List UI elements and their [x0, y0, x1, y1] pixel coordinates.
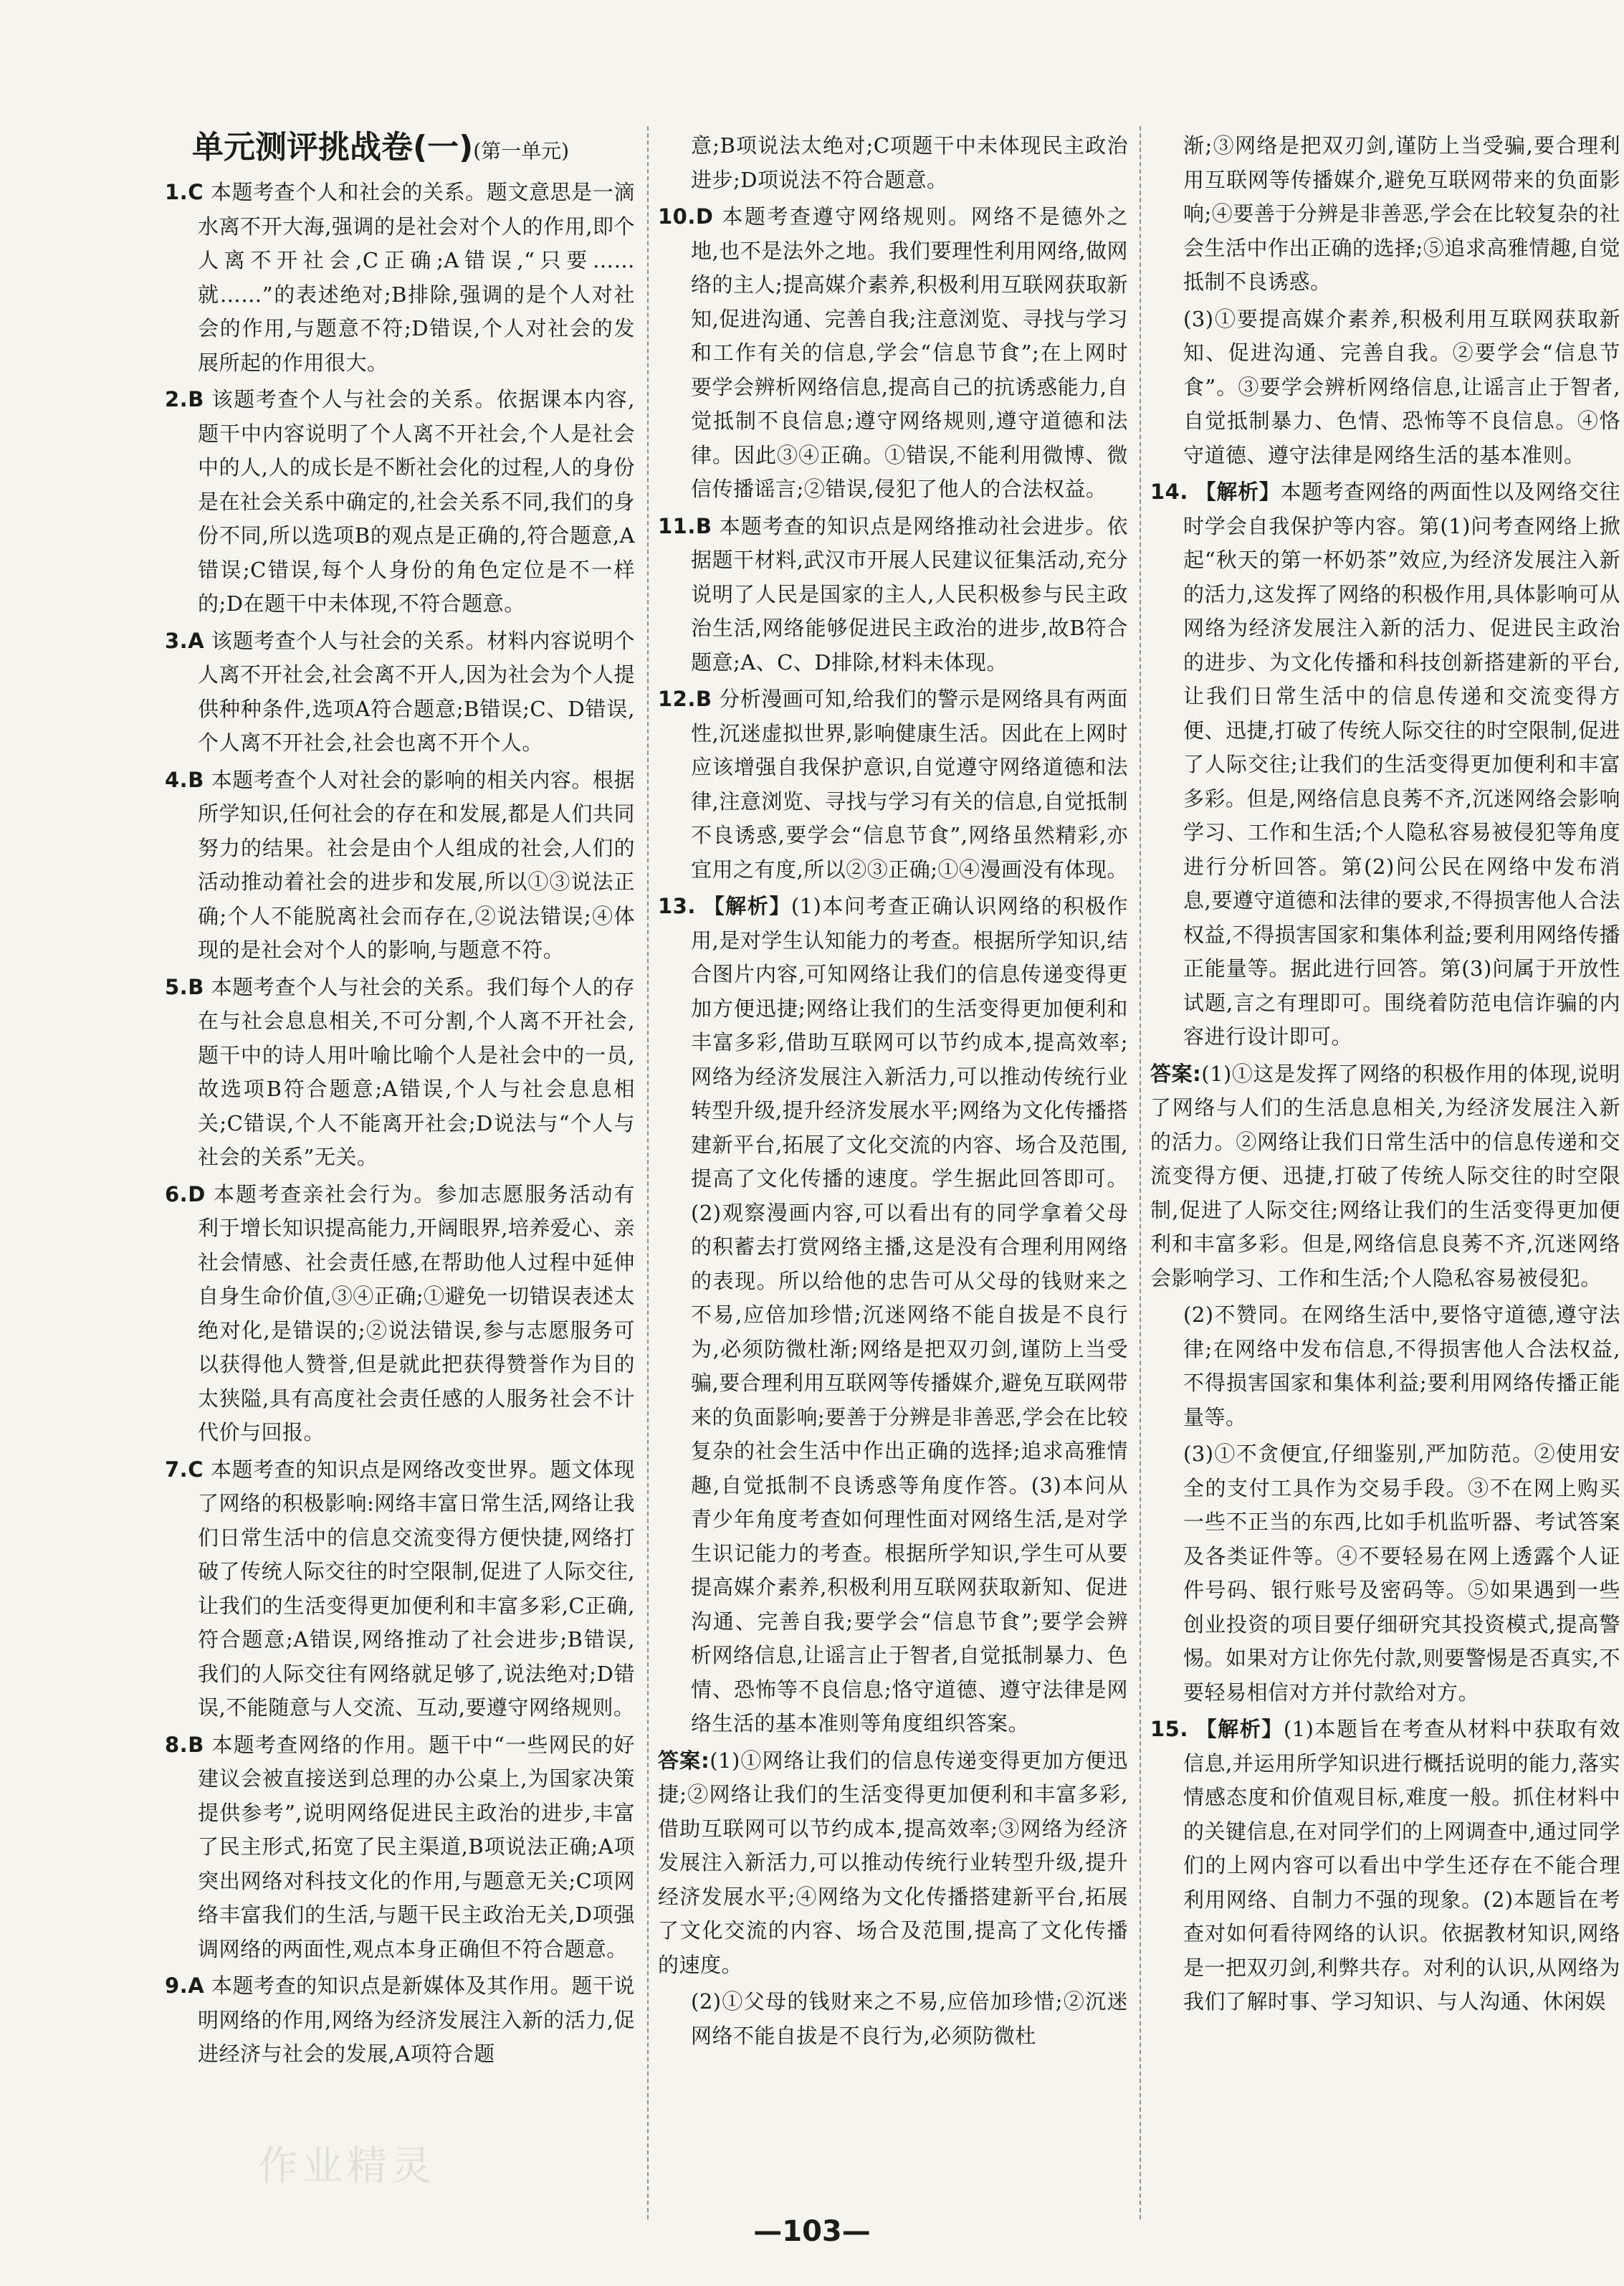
column-divider: [647, 126, 649, 2219]
question-number: 3.A: [165, 628, 205, 653]
answer-paragraph: [658, 510, 1128, 680]
answer-paragraph: [658, 1985, 1128, 2053]
answer-paragraph: [658, 890, 1128, 1741]
answer-paragraph: [1150, 303, 1620, 473]
answer-paragraph: [165, 1728, 635, 1967]
answer-paragraph: [165, 1969, 635, 2072]
answer-text: (1)本题旨在考查从材料中获取有效信息,并运用所学知识进行概括说明的能力,落实情感态度和价值观目标,难度一般。抓住材料中的关键信息,在对同学们的上网调查中,通过同学们的上网内容可以看出中学生还存在不能合理利用网络、自制力不强的现象。(2)本题旨在考查对如何看待网络的认识。依据教材知识,网络是一把双刃剑,利弊共存。对利的认识,从网络为我们了解时事、学习知识、与人沟通、休闲娱: [1183, 1717, 1620, 2014]
question-number: 11.B: [658, 513, 712, 538]
answer-text: 本题考查的知识点是网络改变世界。题文体现了网络的积极影响:网络丰富日常生活,网络让我们日常生活中的信息交流变得方便快捷,网络打破了传统人际交往的时空限制,促进了人际交往,让我们的生活变得更加便利和丰富多彩,C正确,符合题意;A错误,网络推动了社会进步;B错误,我们的人际交往有网络就足够了,说法绝对;D错误,不能随意与人交流、互动,要遵守网络规则。: [198, 1457, 635, 1720]
answer-paragraph: [1150, 1057, 1620, 1296]
answer-text: 本题考查网络的两面性以及网络交往时学会自我保护等内容。第(1)问考查网络上掀起“秋天的第一杯奶茶”效应,为经济发展注入新的活力,这发挥了网络的积极作用,具体影响可从网络为经济发展注入新的活力、促进民主政治的进步、为文化传播和科技创新搭建新的平台,让我们日常生活中的信息传递和交流变得方便、迅捷,打破了传统人际交往的时空限制,促进了人际交往;让我们的生活变得更加便利和丰富多彩。但是,网络信息良莠不齐,沉迷网络会影响学习、工作和生活;个人隐私容易被侵犯等角度进行分析回答。第(2)问公民在网络中发布消息,要遵守道德和法律的要求,不得损害他人合法权益,不得损害国家和集体利益;要利用网络传播正能量等。据此进行回答。第(3)问属于开放性试题,言之有理即可。围绕着防范电信诈骗的内容进行设计即可。: [1183, 480, 1620, 1049]
answer-paragraph: [658, 200, 1128, 507]
answer-paragraph: [165, 763, 635, 968]
question-number: 14.: [1150, 480, 1188, 504]
answer-text: (1)本问考查正确认识网络的积极作用,是对学生认知能力的考查。根据所学知识,结合图片内容,可知网络让我们的信息传递变得更加方便迅捷;网络让我们的生活变得更加便利和丰富多彩,借助互联网可以节约成本,提高效率;网络为经济发展注入新活力,可以推动传统行业转型升级,提升经济发展水平;网络为文化传播搭建新平台,拓展了文化交流的内容、场合及范围,提高了文化传播的速度。学生据此回答即可。(2)观察漫画内容,可以看出有的同学拿着父母的积蓄去打赏网络主播,这是没有合理利用网络的表现。所以给他的忠告可从父母的钱财来之不易,应倍加珍惜;沉迷网络不能自拔是不良行为,必须防微杜渐;网络是把双刃剑,谨防上当受骗,要合理利用互联网等传播媒介,避免互联网带来的负面影响;要善于分辨是非善恶,学会在比较复杂的社会生活中作出正确的选择;追求高雅情趣,自觉抵制不良诱惑等角度作答。(3)本问从青少年角度考查如何理性面对网络生活,是对学生识记能力的考查。根据所学知识,学生可从要提高媒介素养,积极利用互联网获取新知、促进沟通、完善自我;要学会“信息节食”;要学会辨析网络信息,让谣言止于智者,自觉抵制暴力、色情、恐怖等不良信息;恪守道德、遵守法律是网络生活的基本准则等角度组织答案。: [691, 894, 1128, 1735]
answer-text: 本题考查亲社会行为。参加志愿服务活动有利于增长知识提高能力,开阔眼界,培养爱心、亲社会情感、社会责任感,在帮助他人过程中延伸自身生命价值,③④正确;①避免一切错误表述太绝对化,是错误的;②说法错误,参与志愿服务可以获得他人赞誉,但是就此把获得赞誉作为目的太狭隘,具有高度社会责任感的人服务社会不计代价与回报。: [198, 1181, 635, 1444]
question-number: 6.D: [165, 1181, 206, 1206]
answer-paragraph: [1150, 1298, 1620, 1434]
column-divider: [1140, 126, 1141, 2219]
answer-paragraph: [1150, 129, 1620, 300]
answer-column-3: [1150, 129, 1620, 2022]
answer-tag: 答案:: [658, 1748, 710, 1773]
answer-paragraph: [1150, 475, 1620, 1054]
watermark: 作业精灵: [258, 2143, 436, 2190]
answer-text: 本题考查个人和社会的关系。题文意思是一滴水离不开大海,强调的是社会对个人的作用,即个人离不开社会,C正确;A错误,“只要……就……”的表述绝对;B排除,强调的是个人对社会的作用,与题意不符;D错误,个人对社会的发展所起的作用很大。: [198, 180, 635, 375]
question-number: 12.B: [658, 687, 712, 711]
answer-column-2: [658, 129, 1128, 2056]
question-number: 9.A: [165, 1973, 205, 1998]
answer-text: (2)①父母的钱财来之不易,应倍加珍惜;②沉迷网络不能自拔是不良行为,必须防微杜: [691, 1989, 1128, 2048]
question-number: 10.D: [658, 204, 714, 229]
question-number: 7.C: [165, 1457, 204, 1482]
answer-paragraph: [165, 176, 635, 380]
answer-text: 本题考查遵守网络规则。网络不是德外之地,也不是法外之地。我们要理性利用网络,做网络的主人;提高媒介素养,积极利用互联网获取新知,促进沟通、完善自我;注意浏览、寻找与学习和工作有关的信息,学会“信息节食”;在上网时要学会辨析网络信息,提高自己的抗诱惑能力,自觉抵制不良信息;遵守网络规则,遵守道德和法律。因此③④正确。①错误,不能利用微博、微信传播谣言;②错误,侵犯了他人的合法权益。: [691, 204, 1128, 501]
answer-text: (3)①要提高媒介素养,积极利用互联网获取新知、促进沟通、完善自我。②要学会“信息节食”。③要学会辨析网络信息,让谣言止于智者,自觉抵制暴力、色情、恐怖等不良信息。④恪守道德、遵守法律是网络生活的基本准则。: [1183, 306, 1620, 467]
answer-paragraph: [165, 624, 635, 761]
answer-text: 本题考查网络的作用。题干中“一些网民的好建议会被直接送到总理的办公桌上,为国家决策提供参考”,说明网络促进民主政治的进步,丰富了民主形式,拓宽了民主渠道,B项说法正确;A项突出网络对科技文化的作用,与题意无关;C项网络丰富我们的生活,与题干民主政治无关,D项强调网络的两面性,观点本身正确但不符合题意。: [198, 1732, 636, 1961]
answer-paragraph: [165, 971, 635, 1175]
page-subtitle: (第一单元): [473, 139, 570, 163]
page-number: —103—: [753, 2215, 871, 2248]
question-number: 15.: [1150, 1717, 1188, 1741]
answer-paragraph: [658, 682, 1128, 887]
question-number: 2.B: [165, 387, 204, 411]
answer-tag: 答案:: [1150, 1061, 1202, 1086]
question-number: 4.B: [165, 767, 204, 792]
answer-text: (2)不赞同。在网络生活中,要恪守道德,遵守法律;在网络中发布信息,不得损害他人合法权益,不得损害国家和集体利益;要利用网络传播正能量等。: [1183, 1302, 1620, 1429]
answer-text: (1)①这是发挥了网络的积极作用的体现,说明了网络与人们的生活息息相关,为经济发展注入新的活力。②网络让我们日常生活中的信息传递和交流变得方便、迅捷,打破了传统人际交往的时空限制,促进了人际交往;网络让我们的生活变得更加便利和丰富多彩。但是,网络信息良莠不齐,沉迷网络会影响学习、工作和生活;个人隐私容易被侵犯。: [1150, 1061, 1620, 1290]
answer-text: 该题考查个人与社会的关系。材料内容说明个人离不开社会,社会离不开人,因为社会为个人提供种种条件,选项A符合题意;B错误;C、D错误,个人离不开社会,社会也离不开个人。: [198, 628, 635, 755]
answer-text: 分析漫画可知,给我们的警示是网络具有两面性,沉迷虚拟世界,影响健康生活。因此在上网时应该增强自我保护意识,自觉遵守网络道德和法律,注意浏览、寻找与学习有关的信息,自觉抵制不良诱惑,要学会“信息节食”,网络虽然精彩,亦宜用之有度,所以②③正确;①④漫画没有体现。: [691, 687, 1128, 882]
answer-tag: 【解析】: [1195, 1717, 1284, 1741]
answer-paragraph: [165, 383, 635, 621]
answer-text: 本题考查的知识点是网络推动社会进步。依据题干材料,武汉市开展人民建议征集活动,充分说明了人民是国家的主人,人民积极参与民主政治生活,网络能够促进民主政治的进步,故B符合题意;A、C、D排除,材料未体现。: [691, 513, 1128, 675]
answer-paragraph: [1150, 1437, 1620, 1710]
answer-text: 本题考查个人对社会的影响的相关内容。根据所学知识,任何社会的存在和发展,都是人们共同努力的结果。社会是由个人组成的社会,人们的活动推动着社会的进步和发展,所以①③说法正确;个人不能脱离社会而存在,②说法错误;④体现的是社会对个人的影响,与题意不符。: [198, 767, 635, 962]
question-number: 5.B: [165, 974, 204, 999]
answer-column-1: [165, 176, 635, 2075]
answer-text: 渐;③网络是把双刃剑,谨防上当受骗,要合理利用互联网等传播媒介,避免互联网带来的负面影响;④要善于分辨是非善恶,学会在比较复杂的社会生活中作出正确的选择;⑤追求高雅情趣,自觉抵制不良诱惑。: [1183, 133, 1620, 294]
answer-tag: 【解析】: [1195, 480, 1281, 504]
answer-paragraph: [165, 1453, 635, 1725]
answer-text: (3)①不贪便宜,仔细鉴别,严加防范。②使用安全的支付工具作为交易手段。③不在网上购买一些不正当的东西,比如手机监听器、考试答案及各类证件等。④不要轻易在网上透露个人证件号码、银行账号及密码等。⑤如果遇到一些创业投资的项目要仔细研究其投资模式,提高警惕。如果对方让你先付款,则要警惕是否真实,不要轻易相信对方并付款给对方。: [1183, 1442, 1620, 1705]
answer-text: 本题考查的知识点是新媒体及其作用。题干说明网络的作用,网络为经济发展注入新的活力,促进经济与社会的发展,A项符合题: [198, 1973, 635, 2066]
answer-paragraph: [165, 1178, 635, 1450]
question-number: 1.C: [165, 180, 204, 204]
answer-text: 该题考查个人与社会的关系。依据课本内容,题干中内容说明了个人离不开社会,个人是社会中的人,人的成长是不断社会化的过程,人的身份是在社会关系中确定的,社会关系不同,我们的身份不同,所以选项B的观点是正确的,符合题意,A错误;C错误,每个人身份的角色定位是不一样的;D在题干中未体现,不符合题意。: [198, 387, 635, 616]
question-number: 13.: [658, 894, 696, 918]
answer-tag: 【解析】: [703, 894, 791, 918]
answer-paragraph: [1150, 1713, 1620, 2019]
page-title-text: 单元测评挑战卷(一): [192, 129, 474, 166]
page-title: [192, 126, 569, 173]
question-number: 8.B: [165, 1732, 204, 1757]
answer-text: (1)①网络让我们的信息传递变得更加方便迅捷;②网络让我们的生活变得更加便利和丰富多彩,借助互联网可以节约成本,提高效率;③网络为经济发展注入新活力,可以推动传统行业转型升级,提升经济发展水平;④网络为文化传播搭建新平台,拓展了文化交流的内容、场合及范围,提高了文化传播的速度。: [658, 1748, 1128, 1977]
answer-text: 意;B项说法太绝对;C项题干中未体现民主政治进步;D项说法不符合题意。: [691, 133, 1128, 192]
answer-paragraph: [658, 129, 1128, 197]
answer-paragraph: [658, 1744, 1128, 1983]
answer-text: 本题考查个人与社会的关系。我们每个人的存在与社会息息相关,不可分割,个人离不开社会,题干中的诗人用叶喻比喻个人是社会中的一员,故选项B符合题意;A错误,个人与社会息息相关;C错误,个人不能离开社会;D说法与“个人与社会的关系”无关。: [198, 974, 635, 1169]
